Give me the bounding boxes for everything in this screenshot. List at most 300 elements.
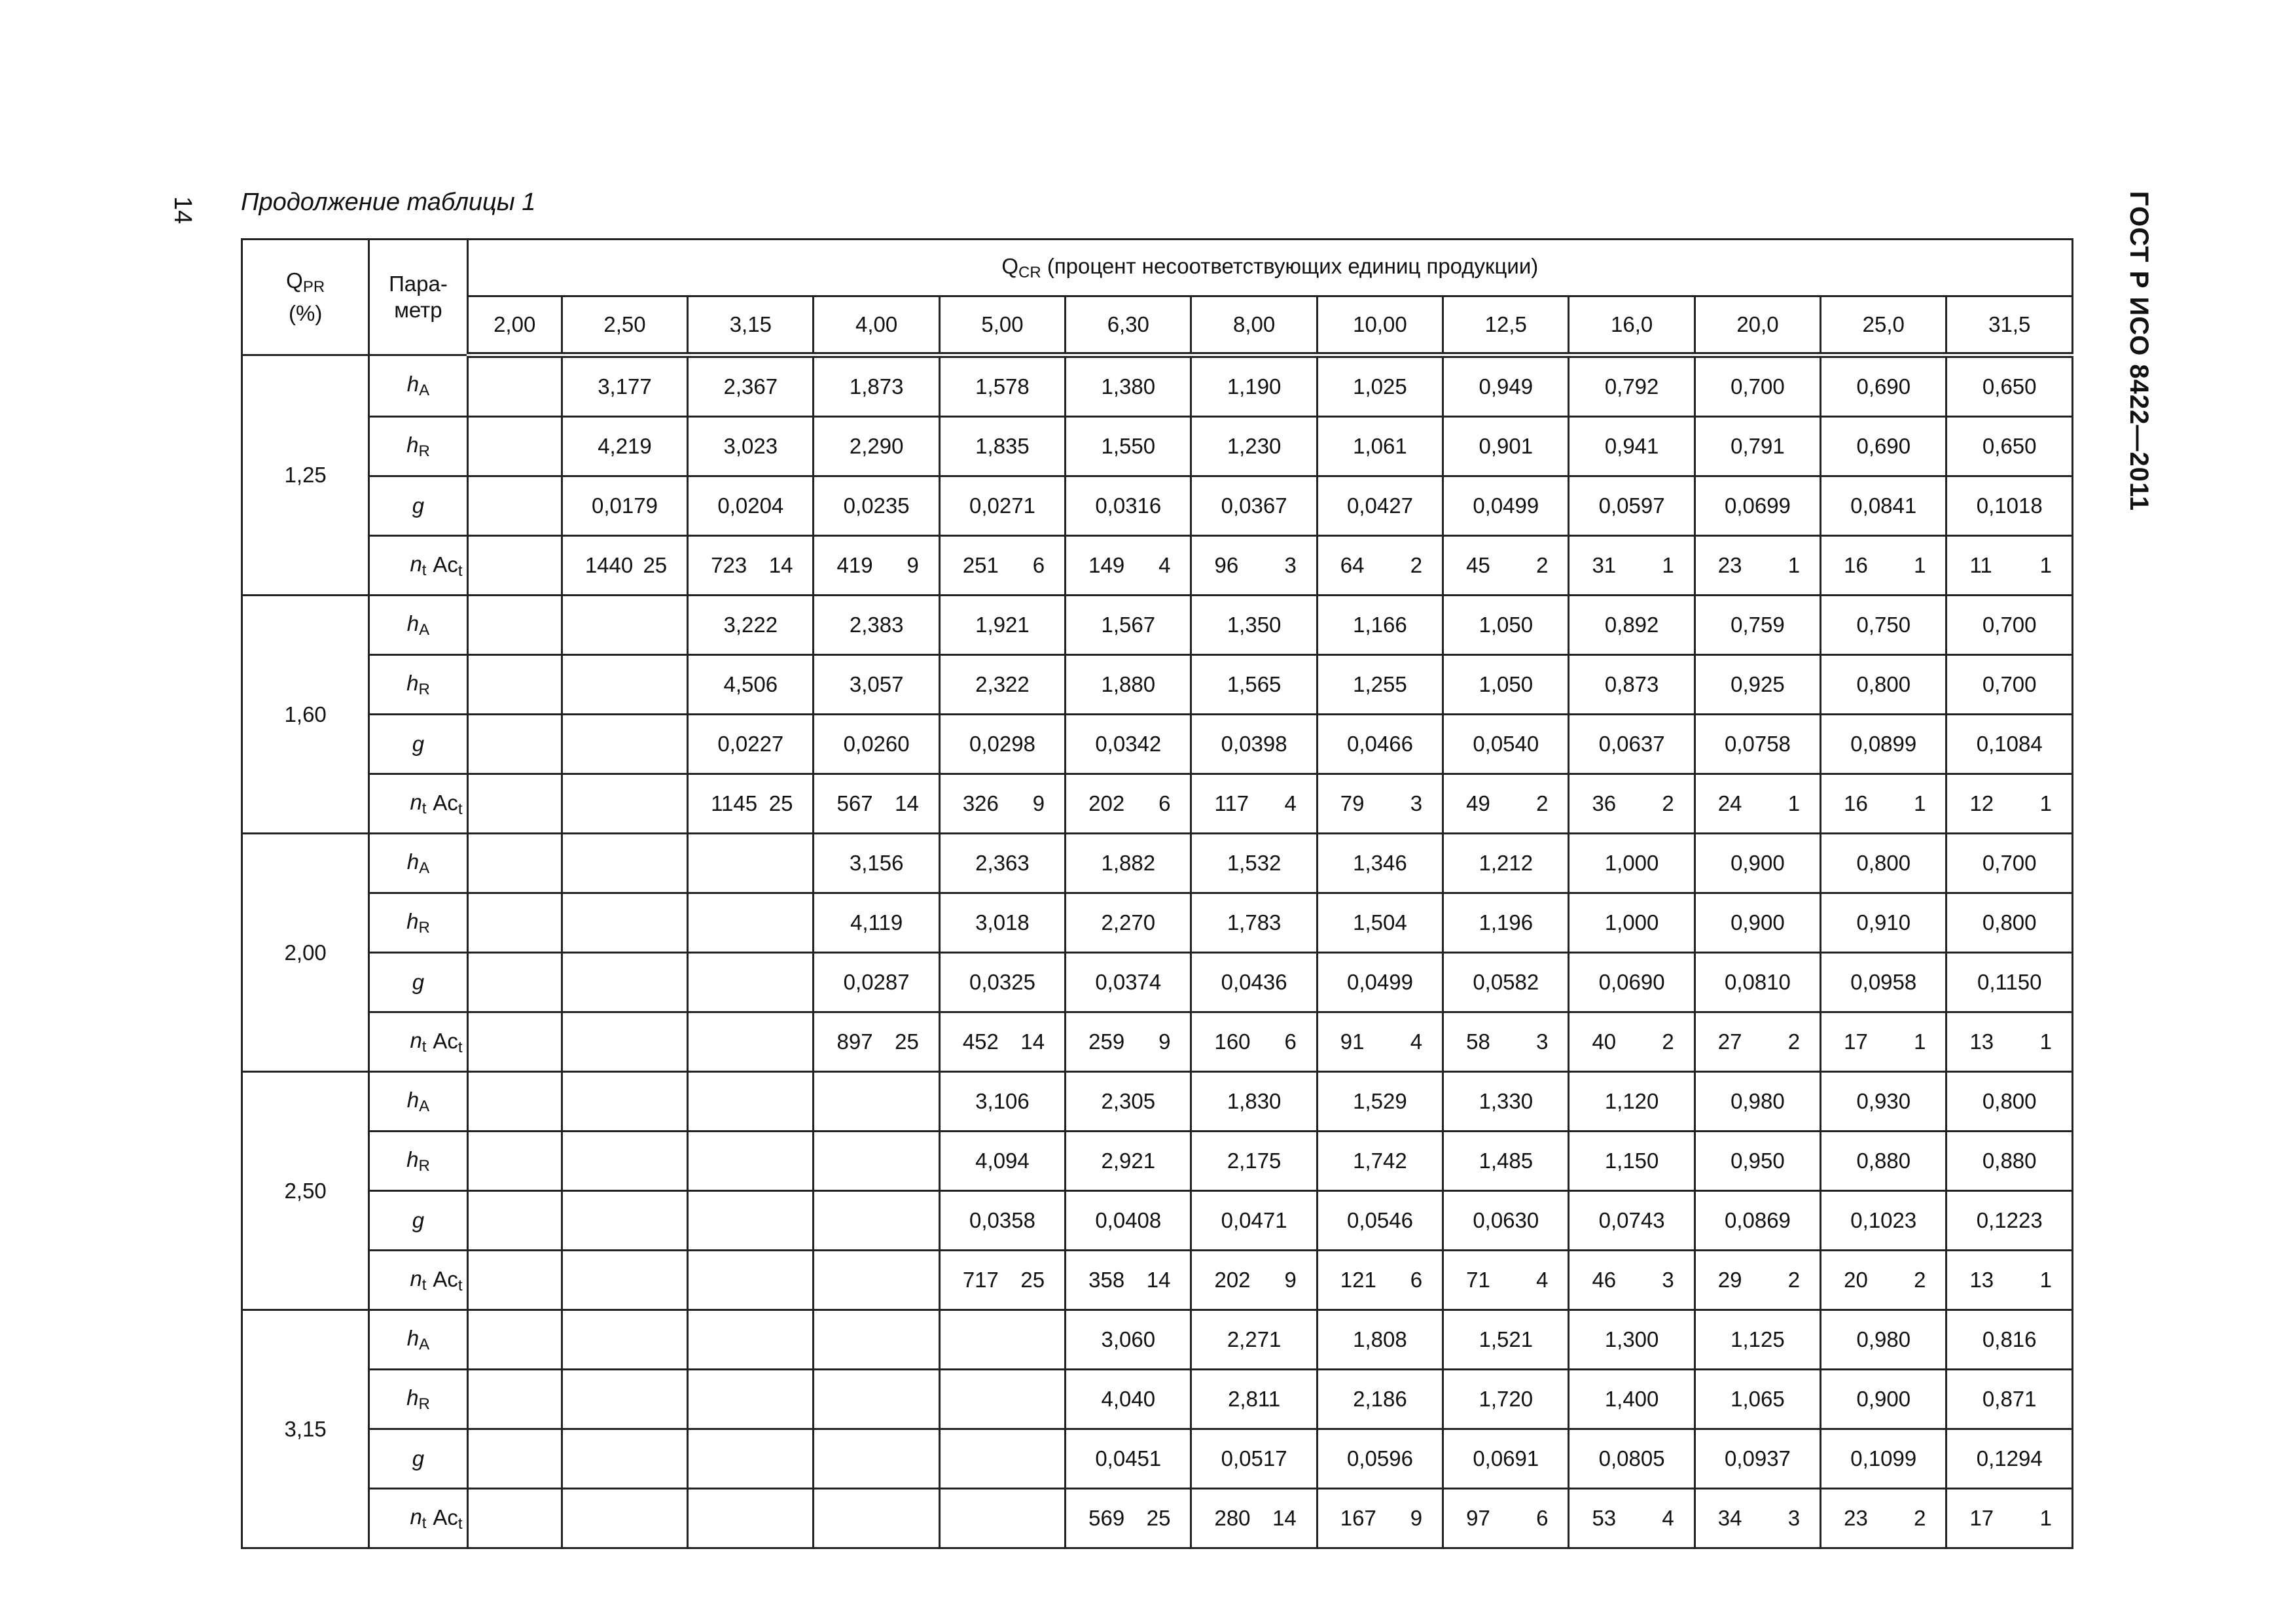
value-cell: 1,880 [1066,655,1191,715]
ac-value: 1 [2039,1506,2052,1530]
column-header: 20,0 [1695,296,1820,355]
value-cell: 1,230 [1191,417,1317,476]
sample-size-cell [1443,536,1569,596]
ac-value: 3 [1284,553,1297,577]
value-cell: 0,880 [1821,1132,1946,1191]
column-header: 25,0 [1821,296,1946,355]
table-row [242,1370,2073,1429]
column-header: 5,00 [939,296,1065,355]
sample-size-cell [1443,774,1569,834]
param-label: $h_A$ [369,355,467,417]
sample-size-cell [562,1251,687,1310]
value-cell: 0,759 [1695,596,1820,655]
value-cell [562,1370,687,1429]
sample-size-cell [467,774,562,834]
ac-value: 2 [1410,553,1423,577]
value-cell: 3,023 [688,417,814,476]
param-label: g [369,1191,467,1251]
sample-size-cell [939,1012,1065,1072]
sample-size-cell [562,536,687,596]
n-value: 46 [1592,1268,1617,1292]
value-cell: 1,125 [1695,1310,1820,1370]
value-cell [688,1191,814,1251]
sample-size-cell [939,1489,1065,1548]
ac-value: 6 [1032,553,1045,577]
value-cell: 1,830 [1191,1072,1317,1132]
value-cell [562,1072,687,1132]
sample-size-cell [1821,1012,1946,1072]
table-body [242,355,2073,1548]
ac-value: 2 [1536,553,1549,577]
value-cell [467,417,562,476]
sample-size-cell [1191,1489,1317,1548]
qpr-value: 2,00 [242,834,369,1072]
table-row [242,655,2073,715]
value-cell: 0,792 [1569,355,1695,417]
value-cell: 1,000 [1569,893,1695,953]
n-value: 121 [1340,1268,1376,1292]
value-cell: 1,742 [1317,1132,1443,1191]
ac-value: 25 [768,791,793,815]
sample-size-cell [1066,1489,1191,1548]
value-cell: 0,791 [1695,417,1820,476]
value-cell: 1,166 [1317,596,1443,655]
value-cell: 0,1099 [1821,1429,1946,1489]
sample-size-cell [688,774,814,834]
sample-size-cell [1569,774,1695,834]
sample-size-cell [1821,1489,1946,1548]
ac-value: 6 [1284,1029,1297,1054]
sample-size-cell [1569,1012,1695,1072]
value-cell: 2,367 [688,355,814,417]
sample-size-cell [1695,536,1820,596]
value-cell [467,355,562,417]
sample-size-cell [1569,1489,1695,1548]
value-cell: 0,0691 [1443,1429,1569,1489]
value-cell: 0,925 [1695,655,1820,715]
n-value: 569 [1088,1506,1125,1530]
value-cell: 0,941 [1569,417,1695,476]
table-row [242,893,2073,953]
sample-size-cell [814,1012,939,1072]
ac-value: 3 [1536,1029,1549,1054]
value-cell: 0,0596 [1317,1429,1443,1489]
ac-value: 2 [1662,791,1674,815]
value-cell: 3,057 [814,655,939,715]
value-cell: 0,0287 [814,953,939,1012]
value-cell [467,834,562,893]
value-cell [939,1310,1065,1370]
value-cell: 0,0958 [1821,953,1946,1012]
ac-value: 9 [1284,1268,1297,1292]
value-cell: 0,0466 [1317,715,1443,774]
value-cell [562,1429,687,1489]
value-cell: 1,873 [814,355,939,417]
n-value: 36 [1592,791,1617,815]
column-header-row [242,296,2073,355]
value-cell: 0,650 [1946,355,2073,417]
n-value: 13 [1969,1029,1994,1054]
value-cell: 1,050 [1443,596,1569,655]
param-label: $h_R$ [369,1370,467,1429]
ac-value: 2 [1536,791,1549,815]
value-cell: 0,690 [1821,355,1946,417]
ac-value: 2 [1914,1268,1926,1292]
value-cell [814,1132,939,1191]
value-cell [467,1310,562,1370]
sample-size-cell [1443,1012,1569,1072]
value-cell: 0,0316 [1066,476,1191,536]
value-cell [688,1132,814,1191]
param-label: $h_R$ [369,655,467,715]
value-cell: 0,0398 [1191,715,1317,774]
sample-size-cell [467,536,562,596]
value-cell [562,834,687,893]
table-row [242,1310,2073,1370]
column-header: 6,30 [1066,296,1191,355]
value-cell: 0,900 [1695,834,1820,893]
value-cell: 2,175 [1191,1132,1317,1191]
value-cell: 1,400 [1569,1370,1695,1429]
ac-value: 1 [1662,553,1674,577]
value-cell [467,1132,562,1191]
value-cell: 1,565 [1191,655,1317,715]
value-cell: 0,0227 [688,715,814,774]
ac-value: 2 [1662,1029,1674,1054]
sample-size-cell [939,774,1065,834]
n-value: 31 [1592,553,1617,577]
value-cell: 0,0597 [1569,476,1695,536]
param-label: $h_A$ [369,1072,467,1132]
n-value: 91 [1340,1029,1365,1054]
value-cell: 0,1223 [1946,1191,2073,1251]
sample-size-cell [1695,1012,1820,1072]
column-header: 12,5 [1443,296,1569,355]
value-cell [562,715,687,774]
ac-value: 2 [1787,1029,1801,1054]
value-cell: 0,800 [1946,1072,2073,1132]
sample-size-cell [939,1251,1065,1310]
value-cell: 0,900 [1695,893,1820,953]
value-cell: 0,1294 [1946,1429,2073,1489]
value-cell: 2,363 [939,834,1065,893]
value-cell: 3,222 [688,596,814,655]
value-cell [562,953,687,1012]
sample-size-cell [1821,536,1946,596]
value-cell: 0,0260 [814,715,939,774]
sample-size-cell [1443,1251,1569,1310]
value-cell [814,1072,939,1132]
value-cell: 0,1018 [1946,476,2073,536]
ac-value: 9 [1410,1506,1423,1530]
ac-value: 6 [1536,1506,1549,1530]
n-value: 45 [1466,553,1490,577]
table-row [242,417,2073,476]
value-cell: 1,190 [1191,355,1317,417]
value-cell: 0,900 [1821,1370,1946,1429]
value-cell: 0,700 [1946,655,2073,715]
value-cell [467,953,562,1012]
column-header: 2,00 [467,296,562,355]
value-cell: 1,529 [1317,1072,1443,1132]
value-cell [562,596,687,655]
value-cell: 0,700 [1946,596,2073,655]
value-cell: 1,212 [1443,834,1569,893]
value-cell: 4,040 [1066,1370,1191,1429]
value-cell: 0,0637 [1569,715,1695,774]
qpr-header: $Q_{PR}$ (%) [242,240,369,355]
value-cell: 2,290 [814,417,939,476]
ac-value: 1 [1914,553,1926,577]
value-cell: 1,065 [1695,1370,1820,1429]
n-value: 12 [1969,791,1994,815]
value-cell: 0,0451 [1066,1429,1191,1489]
qpr-value: 1,25 [242,355,369,596]
n-value: 160 [1214,1029,1251,1054]
value-cell: 0,0342 [1066,715,1191,774]
table-row [242,1191,2073,1251]
n-value: 79 [1340,791,1365,815]
table-header [242,240,2073,355]
value-cell: 0,0546 [1317,1191,1443,1251]
column-header: 3,15 [688,296,814,355]
n-value: 58 [1466,1029,1490,1054]
value-cell: 3,060 [1066,1310,1191,1370]
qcr-header: $Q_{CR}$ (процент несоответствующих единиц продукции) [467,240,2072,296]
n-value: 40 [1592,1029,1617,1054]
value-cell [467,715,562,774]
value-cell: 2,270 [1066,893,1191,953]
n-value: 419 [836,553,873,577]
param-label: $n_t$ $Ac_t$ [369,774,467,834]
value-cell [939,1429,1065,1489]
n-value: 717 [962,1268,999,1292]
n-value: 23 [1717,553,1742,577]
sample-size-cell [1569,536,1695,596]
n-value: 280 [1214,1506,1251,1530]
sample-size-cell [562,1012,687,1072]
value-cell: 1,255 [1317,655,1443,715]
value-cell: 1,783 [1191,893,1317,953]
ac-value: 2 [1914,1506,1926,1530]
value-cell: 1,882 [1066,834,1191,893]
param-label: g [369,1429,467,1489]
sample-size-cell [1066,536,1191,596]
n-value: 34 [1717,1506,1742,1530]
ac-value: 9 [1158,1029,1171,1054]
value-cell [467,1072,562,1132]
n-value: 167 [1340,1506,1376,1530]
ac-value: 14 [1020,1029,1045,1054]
value-cell [562,1310,687,1370]
value-cell: 2,271 [1191,1310,1317,1370]
value-cell [814,1429,939,1489]
value-cell: 0,0810 [1695,953,1820,1012]
acceptance-table [241,238,2073,1549]
column-header: 10,00 [1317,296,1443,355]
ac-value: 1 [1914,1029,1926,1054]
ac-value: 9 [1032,791,1045,815]
value-cell: 0,0937 [1695,1429,1820,1489]
n-value: 358 [1088,1268,1125,1292]
value-cell: 0,650 [1946,417,2073,476]
sample-size-cell [1317,536,1443,596]
n-value: 97 [1466,1506,1490,1530]
value-cell: 2,305 [1066,1072,1191,1132]
ac-value: 9 [906,553,919,577]
value-cell: 1,300 [1569,1310,1695,1370]
value-cell: 0,0408 [1066,1191,1191,1251]
ac-value: 3 [1787,1506,1801,1530]
value-cell: 0,0235 [814,476,939,536]
value-cell [467,1191,562,1251]
value-cell: 3,106 [939,1072,1065,1132]
value-cell: 2,383 [814,596,939,655]
value-cell [688,893,814,953]
value-cell [467,893,562,953]
ac-value: 25 [895,1029,919,1054]
value-cell [467,1370,562,1429]
n-value: 11 [1969,553,1992,577]
value-cell: 0,0540 [1443,715,1569,774]
n-value: 326 [962,791,999,815]
table-row [242,834,2073,893]
table-row [242,953,2073,1012]
param-label: $n_t$ $Ac_t$ [369,1012,467,1072]
value-cell: 1,550 [1066,417,1191,476]
ac-value: 3 [1662,1268,1674,1292]
sample-size-cell [1317,1251,1443,1310]
ac-value: 1 [2039,553,2052,577]
value-cell: 1,532 [1191,834,1317,893]
table-row [242,1012,2073,1072]
n-value: 27 [1717,1029,1742,1054]
sample-size-cell [814,1489,939,1548]
param-label: g [369,953,467,1012]
page-number: 14 [169,196,196,224]
sample-size-cell [467,1489,562,1548]
value-cell [688,1429,814,1489]
value-cell: 1,720 [1443,1370,1569,1429]
qpr-value: 1,60 [242,596,369,834]
value-cell: 1,380 [1066,355,1191,417]
sample-size-cell [1066,774,1191,834]
value-cell: 1,000 [1569,834,1695,893]
value-cell: 0,700 [1695,355,1820,417]
ac-value: 25 [643,553,668,577]
value-cell [814,1310,939,1370]
sample-size-cell [814,1251,939,1310]
value-cell [814,1191,939,1251]
n-value: 897 [836,1029,873,1054]
value-cell: 0,873 [1569,655,1695,715]
value-cell: 3,156 [814,834,939,893]
sample-size-cell [1066,1251,1191,1310]
sample-size-cell [1946,774,2073,834]
value-cell: 0,0367 [1191,476,1317,536]
ac-value: 3 [1410,791,1423,815]
value-cell: 1,921 [939,596,1065,655]
table-row [242,536,2073,596]
sample-size-cell [562,774,687,834]
param-label: $n_t$ $Ac_t$ [369,1489,467,1548]
document-code: ГОСТ Р ИСО 8422—2011 [2125,191,2153,512]
n-value: 251 [962,553,999,577]
ac-value: 4 [1662,1506,1674,1530]
value-cell: 2,322 [939,655,1065,715]
sample-size-cell [1946,1251,2073,1310]
value-cell: 0,750 [1821,596,1946,655]
value-cell: 1,504 [1317,893,1443,953]
value-cell: 0,0517 [1191,1429,1317,1489]
param-label: $h_R$ [369,1132,467,1191]
n-value: 53 [1592,1506,1617,1530]
n-value: 1145 [711,791,758,815]
value-cell: 0,0690 [1569,953,1695,1012]
value-cell: 1,350 [1191,596,1317,655]
sample-size-cell [814,774,939,834]
sample-size-cell [1066,1012,1191,1072]
n-value: 452 [962,1029,999,1054]
value-cell: 3,018 [939,893,1065,953]
value-cell [688,1370,814,1429]
ac-value: 14 [895,791,919,815]
sample-size-cell [1695,774,1820,834]
value-cell: 0,0179 [562,476,687,536]
sample-size-cell [467,1251,562,1310]
sample-size-cell [1695,1489,1820,1548]
value-cell: 0,800 [1821,655,1946,715]
sample-size-cell [688,1012,814,1072]
value-cell: 0,0271 [939,476,1065,536]
column-header: 16,0 [1569,296,1695,355]
value-cell: 0,816 [1946,1310,2073,1370]
column-header: 2,50 [562,296,687,355]
n-value: 202 [1088,791,1125,815]
value-cell: 2,921 [1066,1132,1191,1191]
value-cell [467,596,562,655]
sample-size-cell [1191,1012,1317,1072]
sample-size-cell [1317,774,1443,834]
value-cell: 0,980 [1695,1072,1820,1132]
value-cell: 1,346 [1317,834,1443,893]
sample-size-cell [1569,1251,1695,1310]
table-row [242,774,2073,834]
value-cell [562,893,687,953]
value-cell: 0,800 [1946,893,2073,953]
sample-size-cell [1317,1012,1443,1072]
value-cell: 0,0743 [1569,1191,1695,1251]
ac-value: 1 [1787,553,1801,577]
value-cell: 0,0374 [1066,953,1191,1012]
value-cell: 0,0325 [939,953,1065,1012]
table-row [242,1429,2073,1489]
param-label: g [369,476,467,536]
ac-value: 1 [1914,791,1926,815]
sample-size-cell [467,1012,562,1072]
n-value: 96 [1214,553,1239,577]
n-value: 29 [1717,1268,1742,1292]
value-cell [939,1370,1065,1429]
n-value: 20 [1844,1268,1868,1292]
value-cell: 0,1084 [1946,715,2073,774]
param-label: $n_t$ $Ac_t$ [369,536,467,596]
value-cell: 0,0499 [1317,953,1443,1012]
value-cell: 1,485 [1443,1132,1569,1191]
value-cell: 2,811 [1191,1370,1317,1429]
sample-size-cell [1191,536,1317,596]
ac-value: 1 [2039,791,2052,815]
